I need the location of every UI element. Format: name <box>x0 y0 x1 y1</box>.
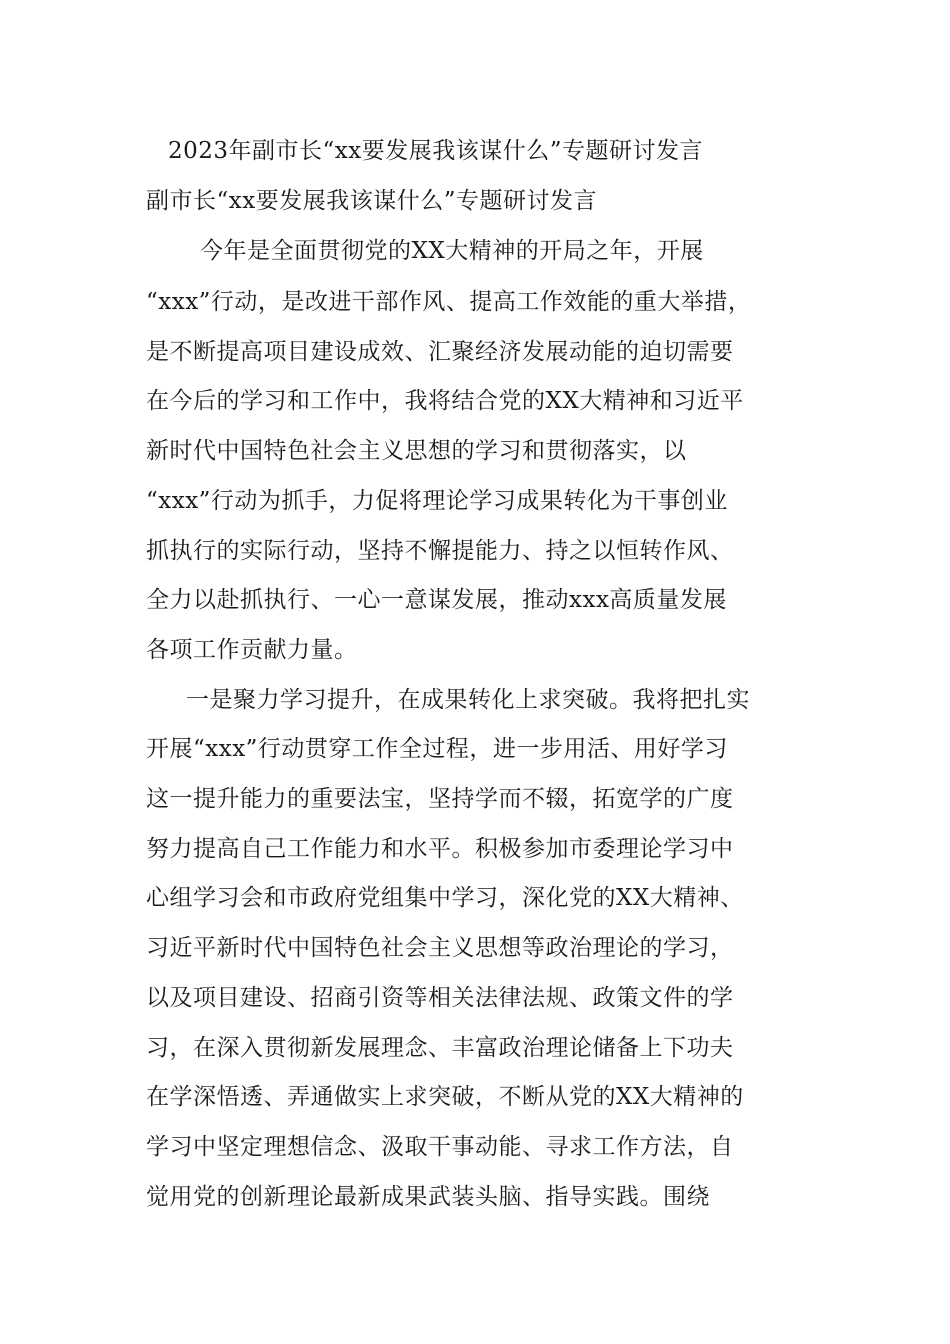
paragraph-line: 心组学习会和市政府党组集中学习，深化党的XX大精神、 <box>146 885 744 911</box>
paragraph-line: 在学深悟透、弄通做实上求突破，不断从党的XX大精神的 <box>146 1084 744 1110</box>
document-subtitle: 副市长“xx要发展我该谋什么”专题研讨发言 <box>146 188 597 214</box>
paragraph-line: 觉用党的创新理论最新成果武装头脑、指导实践。围绕 <box>146 1184 710 1210</box>
paragraph-line: “xxx”行动，是改进干部作风、提高工作效能的重大举措， <box>146 289 752 315</box>
paragraph-line: 习近平新时代中国特色社会主义思想等政治理论的学习， <box>146 935 734 961</box>
paragraph-line: 开展“xxx”行动贯穿工作全过程，进一步用活、用好学习 <box>146 736 728 762</box>
paragraph-line: 学习中坚定理想信念、汲取干事动能、寻求工作方法，自 <box>146 1134 734 1160</box>
paragraph-line: 是不断提高项目建设成效、汇聚经济发展动能的迫切需要 <box>146 339 734 365</box>
paragraph-line: 新时代中国特色社会主义思想的学习和贯彻落实，以 <box>146 438 687 464</box>
paragraph-line: “xxx”行动为抓手，力促将理论学习成果转化为干事创业 <box>146 488 728 514</box>
paragraph-line: 抓执行的实际行动，坚持不懈提能力、持之以恒转作风、 <box>146 538 734 564</box>
paragraph-line: 以及项目建设、招商引资等相关法律法规、政策文件的学 <box>146 985 734 1011</box>
paragraph-line: 一是聚力学习提升，在成果转化上求突破。我将把扎实 <box>186 687 750 713</box>
paragraph-line: 各项工作贡献力量。 <box>146 637 358 663</box>
paragraph-line: 习，在深入贯彻新发展理念、丰富政治理论储备上下功夫 <box>146 1035 734 1061</box>
paragraph-line: 在今后的学习和工作中，我将结合党的XX大精神和习近平 <box>146 388 744 414</box>
paragraph-line: 今年是全面贯彻党的XX大精神的开局之年，开展 <box>200 238 704 264</box>
paragraph-line: 全力以赴抓执行、一心一意谋发展，推动xxx高质量发展 <box>146 587 727 613</box>
document-title: 2023年副市长“xx要发展我该谋什么”专题研讨发言 <box>168 138 703 164</box>
paragraph-line: 这一提升能力的重要法宝，坚持学而不辍，拓宽学的广度 <box>146 786 734 812</box>
paragraph-line: 努力提高自己工作能力和水平。积极参加市委理论学习中 <box>146 836 734 862</box>
